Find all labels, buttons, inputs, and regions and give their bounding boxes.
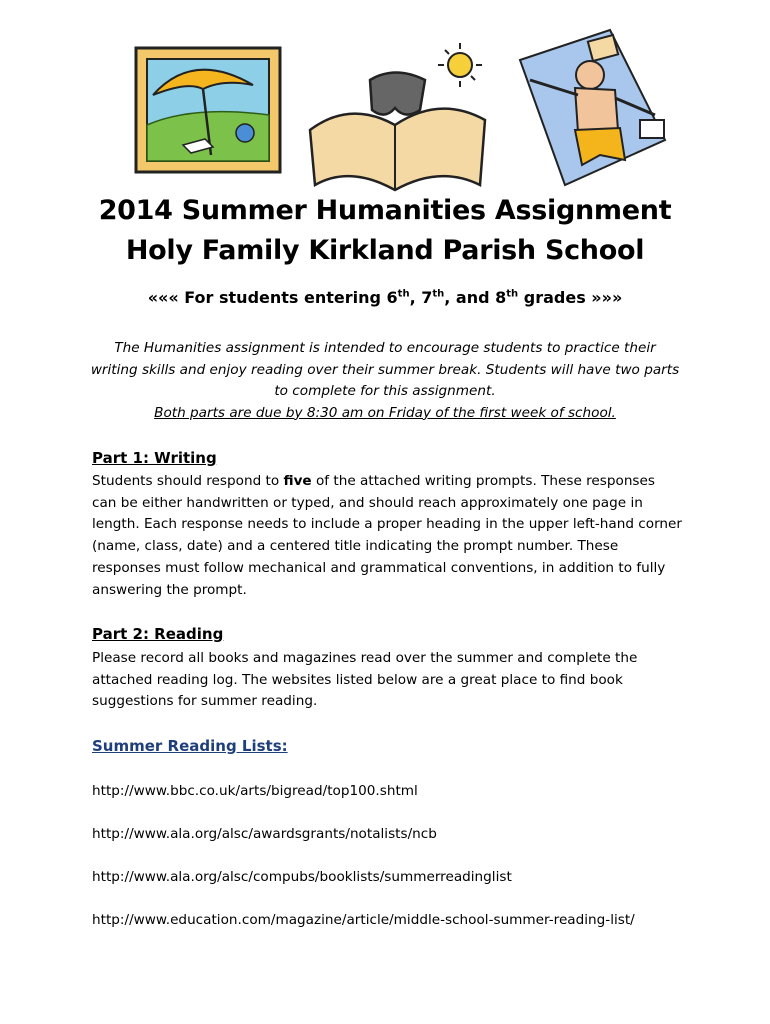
due-date-note: Both parts are due by 8:30 am on Friday of the first week of school. — [154, 404, 616, 421]
intro-text: The Humanities assignment is intended to encourage students to practice their writing skills and enjoy reading over their summer break. Students will have two parts to complete for this assignment. — [90, 340, 680, 399]
reading-list-url[interactable]: http://www.bbc.co.uk/arts/bigread/top100.shtml — [92, 783, 418, 799]
part2-body: Please record all books and magazines read over the summer and complete the attached reading log. The websites listed below are a great place to find book suggestions for summer reading. — [92, 650, 638, 710]
reading-lists-heading: Summer Reading Lists: — [92, 737, 288, 755]
open-book-sunglasses-icon — [300, 40, 500, 200]
beach-umbrella-scene-icon — [133, 45, 283, 175]
part1-body: Students should respond to five of the attached writing prompts. These responses can be either handwritten or typed, and should reach approximately one page in length. Each response needs to include a proper heading in the upper left-hand corner (name, class, date) and a centered title indicating the prompt number. These responses must follow mechanical and grammatical conventions, in addition to fully answering the prompt. — [92, 473, 682, 598]
reading-list-url[interactable]: http://www.ala.org/alsc/awardsgrants/notalists/ncb — [92, 826, 437, 842]
reading-list-url[interactable]: http://www.ala.org/alsc/compubs/booklists/summerreadinglist — [92, 869, 512, 885]
school-name: Holy Family Kirkland Parish School — [125, 235, 645, 266]
reading-list-url[interactable]: http://www.education.com/magazine/article/middle-school-summer-reading-list/ — [92, 912, 635, 928]
part2-heading: Part 2: Reading — [92, 625, 224, 643]
child-reading-on-towel-icon — [490, 20, 680, 200]
document-title: 2014 Summer Humanities Assignment — [98, 195, 672, 226]
intro-paragraph — [90, 338, 680, 424]
five-emphasis: five — [283, 473, 312, 489]
part1-heading: Part 1: Writing — [92, 449, 217, 467]
grades-subtitle: ««« For students entering 6th, 7th, and 8th grades »»» — [147, 288, 623, 307]
